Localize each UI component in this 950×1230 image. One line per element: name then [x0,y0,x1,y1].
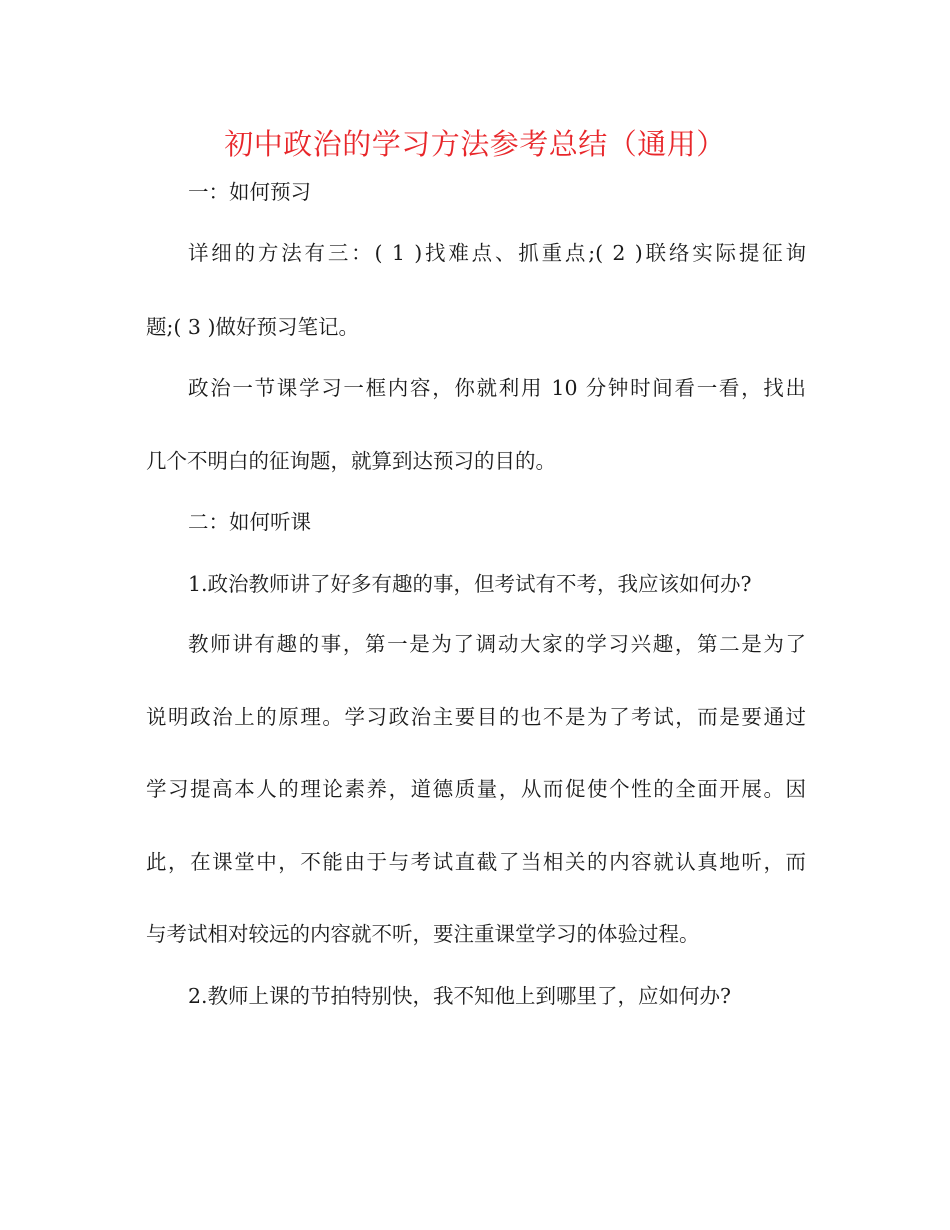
paragraph-line: 题;( 3 )做好预习笔记。 [146,315,359,339]
paragraph-line: 教师讲有趣的事，第一是为了调动大家的学习兴趣，第二是为了 [188,632,806,656]
paragraph-line: 学习提高本人的理论素养，道德质量，从而促使个性的全面开展。因 [146,777,806,801]
question-line: 1.政治教师讲了好多有趣的事，但考试有不考，我应该如何办? [188,572,752,596]
paragraph-line: 几个不明白的征询题，就算到达预习的目的。 [146,449,556,473]
question-line: 2.教师上课的节拍特别快，我不知他上到哪里了，应如何办? [188,984,732,1008]
section-heading-preview: 一：如何预习 [188,180,311,204]
section-heading-listening: 二：如何听课 [188,510,311,534]
paragraph-line: 详细的方法有三：( 1 )找难点、抓重点;( 2 )联络实际提征询 [188,241,806,265]
paragraph-line: 此，在课堂中，不能由于与考试直截了当相关的内容就认真地听，而 [146,850,806,874]
paragraph-line: 与考试相对较远的内容就不听，要注重课堂学习的体验过程。 [146,922,700,946]
document-title: 初中政治的学习方法参考总结（通用） [224,127,726,161]
paragraph-line: 说明政治上的原理。学习政治主要目的也不是为了考试，而是要通过 [146,705,806,729]
paragraph-line: 政治一节课学习一框内容，你就利用 10 分钟时间看一看，找出 [188,376,806,400]
